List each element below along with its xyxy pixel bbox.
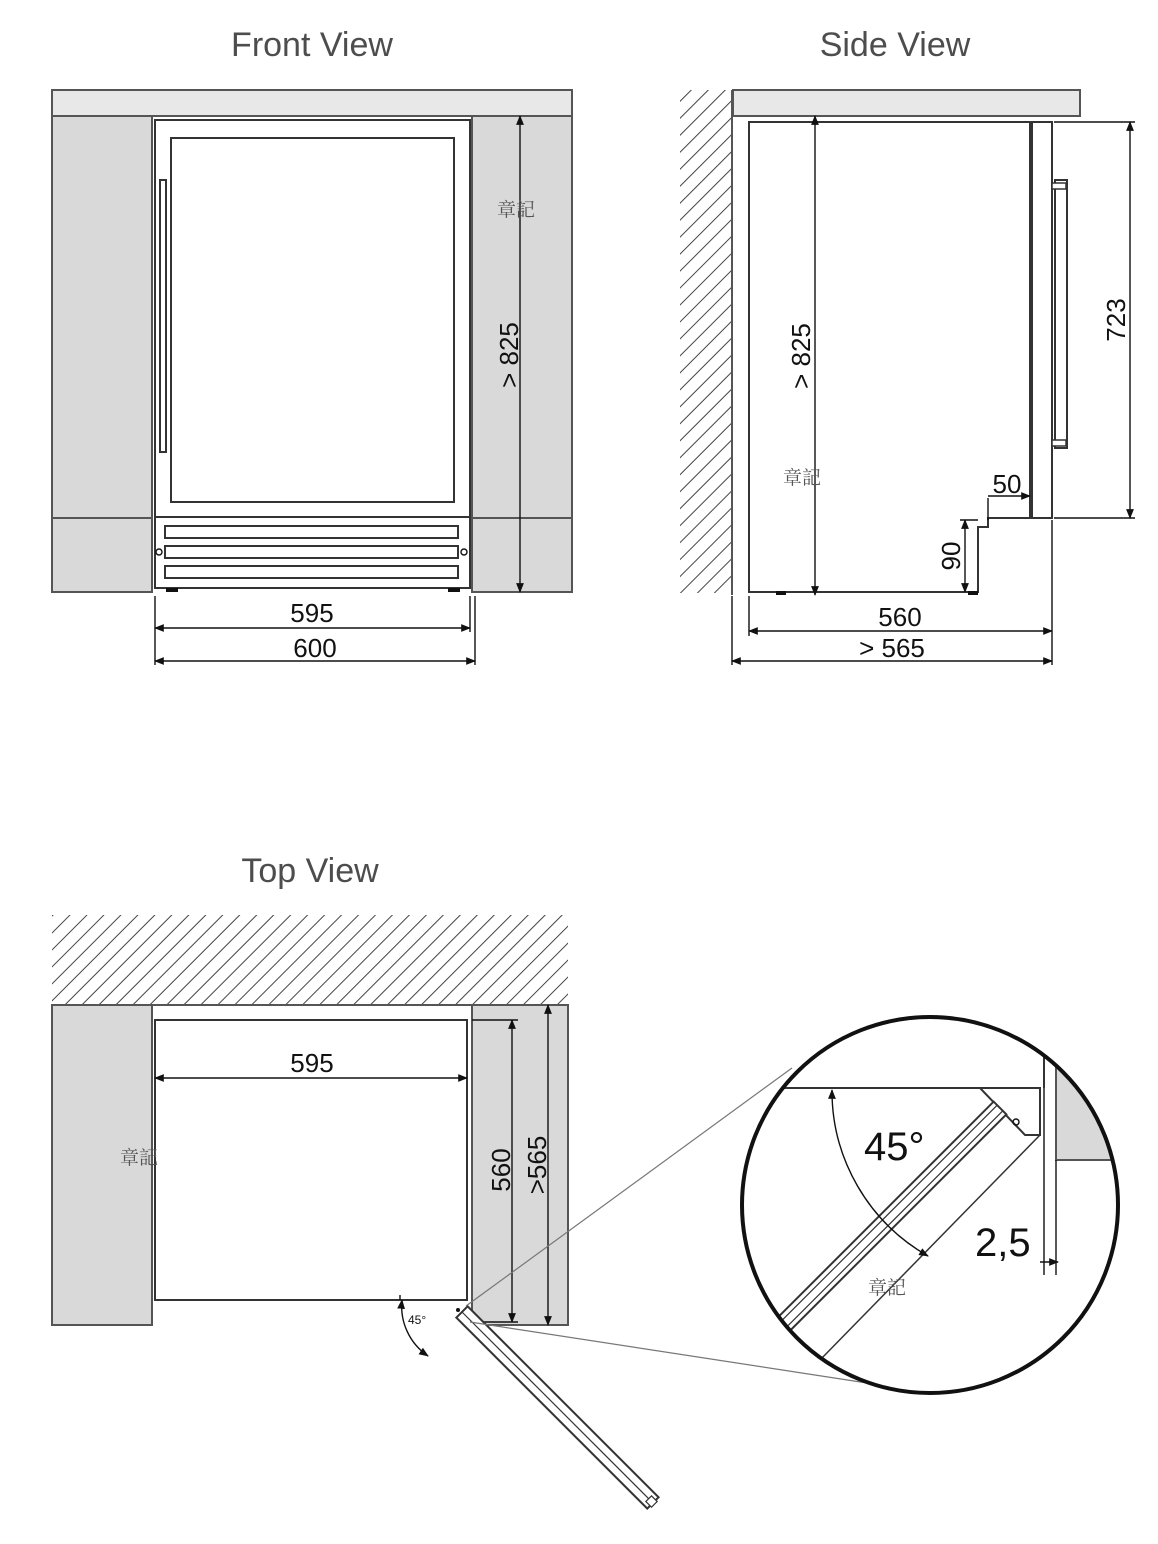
wall-hatch: [680, 90, 732, 593]
watermark: 章記: [783, 467, 822, 489]
countertop: [52, 90, 572, 116]
side-countertop: [733, 90, 1080, 116]
watermark: 章記: [120, 1147, 159, 1169]
watermark: 章記: [497, 199, 536, 221]
small-angle-label: 45°: [408, 1313, 427, 1327]
left-cabinet: [52, 116, 152, 592]
front-width-600: 600: [293, 633, 337, 663]
side-depth-min-dim: > 565: [859, 633, 925, 663]
open-door: [456, 1306, 660, 1510]
detail-angle-label: 45°: [864, 1125, 925, 1169]
top-view-title: Top View: [241, 852, 379, 890]
detail-gap-label: 2,5: [975, 1221, 1031, 1265]
side-door-height-dim: 723: [1101, 298, 1131, 342]
side-depth-dim: 560: [878, 602, 922, 632]
front-height-dim: > 825: [494, 322, 524, 388]
top-depth-dim: 560: [486, 1148, 516, 1192]
side-handle: [1055, 180, 1067, 448]
side-vent-dim: 90: [936, 541, 966, 571]
top-depth-min-dim: >565: [522, 1135, 552, 1195]
wall-hatch-top: [52, 915, 568, 1005]
front-width-595: 595: [290, 598, 334, 628]
detail-circle: [740, 1000, 1136, 1395]
front-view-title: Front View: [231, 26, 393, 64]
side-offset-dim: 50: [992, 469, 1022, 499]
door-side: [1032, 122, 1052, 518]
side-view-title: Side View: [819, 26, 971, 64]
watermark: 章記: [868, 1277, 907, 1299]
side-view: [680, 26, 1135, 665]
front-view: [52, 26, 572, 665]
top-width-dim: 595: [290, 1048, 334, 1078]
side-height-dim: > 825: [786, 323, 816, 389]
